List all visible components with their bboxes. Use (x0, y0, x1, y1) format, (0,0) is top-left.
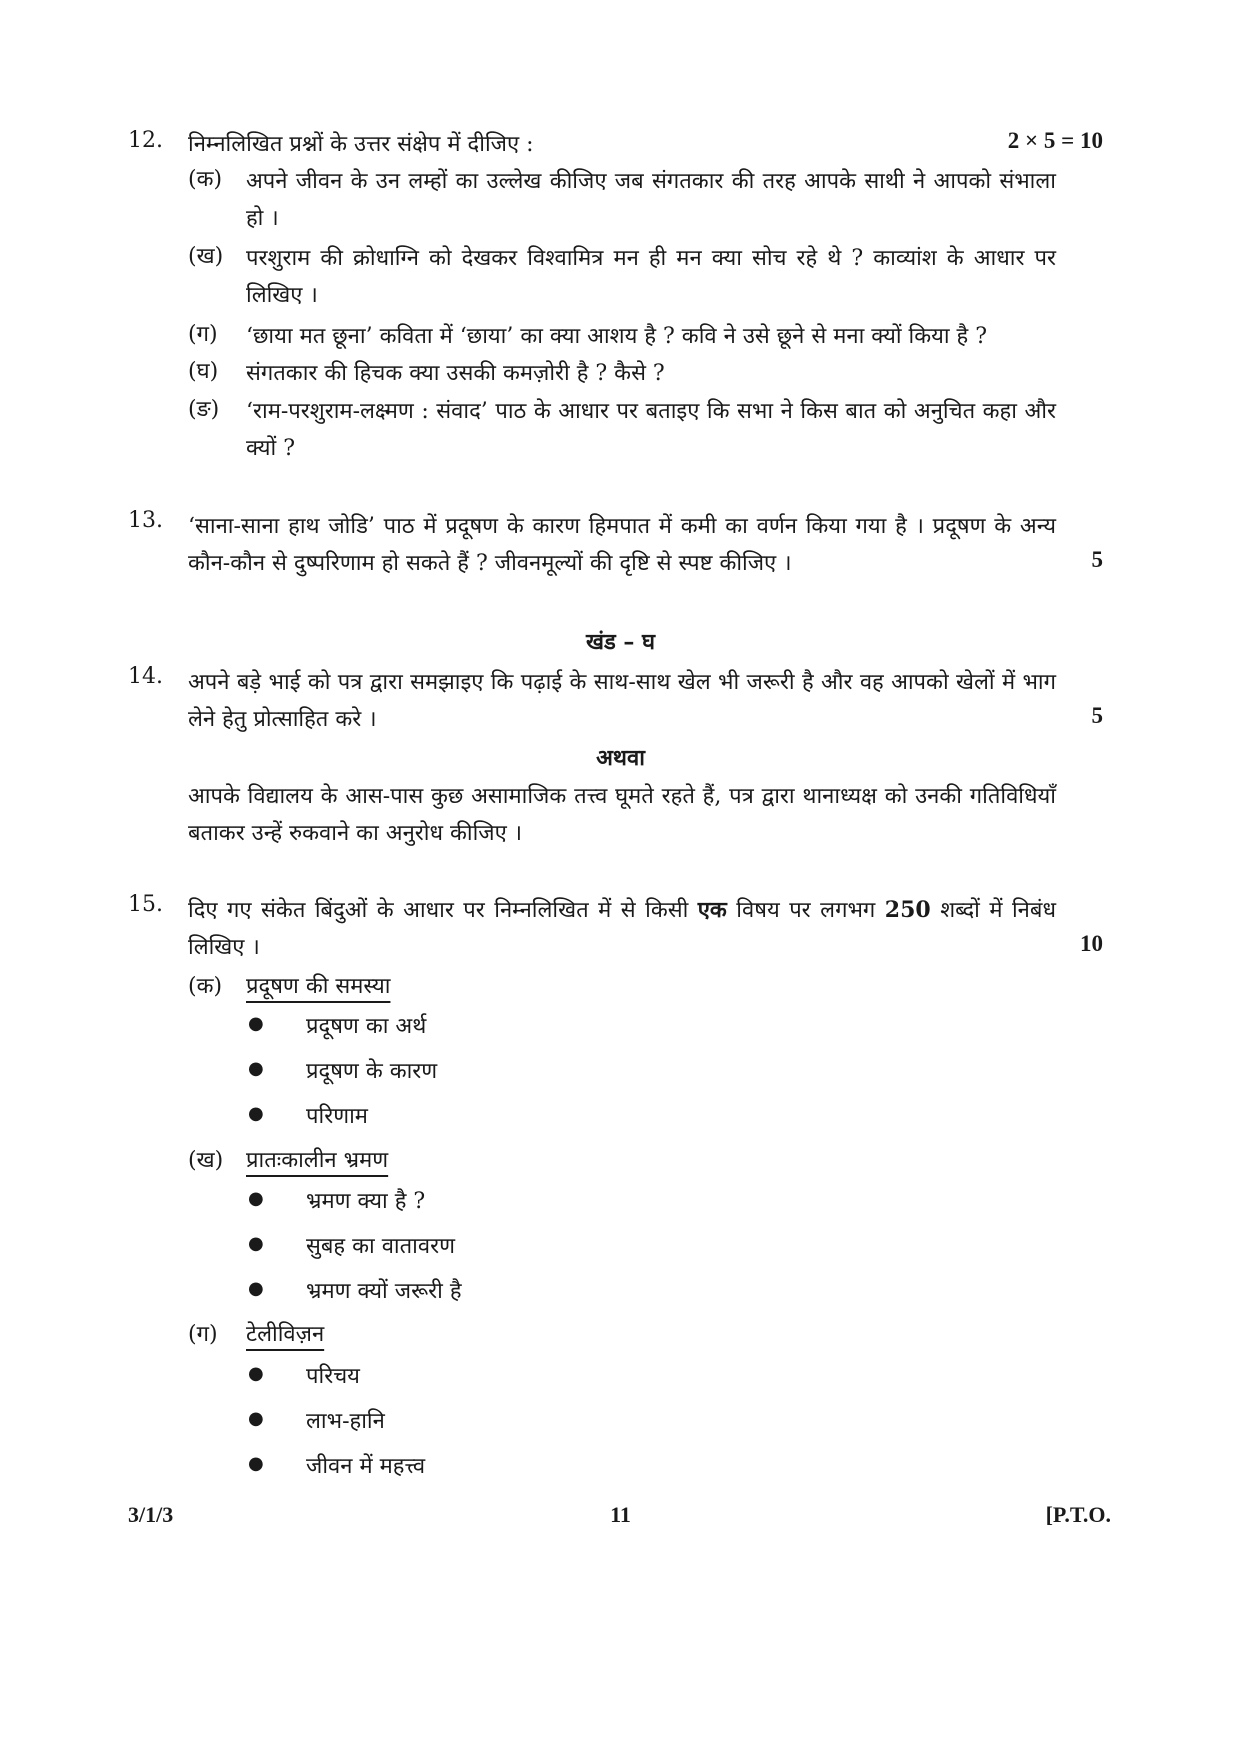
topic-point: जीवन में महत्त्व (306, 1454, 426, 1479)
bullet-dot: ● (248, 1103, 264, 1124)
sub-question-label: (ङ) (188, 397, 220, 422)
question-text-part: दिए गए संकेत बिंदुओं के आधार पर निम्नलिखित में से किसी (188, 898, 698, 923)
topic-label: (क) (188, 974, 223, 999)
sub-question-text: संगतकार की हिचक क्या उसकी कमज़ोरी है ? कैसे ? (246, 361, 665, 386)
topic-title: प्रदूषण की समस्या (246, 974, 391, 999)
sub-question-label: (ख) (188, 244, 224, 269)
topic-title: प्रातःकालीन भ्रमण (246, 1148, 389, 1173)
bullet-dot: ● (248, 1278, 264, 1299)
sub-question-text: परशुराम की क्रोधाग्नि को देखकर विश्वामित्र मन ही मन क्या सोच रहे थे ? काव्यांश के आधार पर लिखिए । (246, 246, 1056, 308)
sub-question-text: ‘छाया मत छूना’ कविता में ‘छाया’ का क्या आशय है ? कवि ने उसे छूने से मना क्यों किया है ? (246, 324, 988, 349)
question-text: ‘साना-साना हाथ जोडि’ पाठ में प्रदूषण के कारण हिमपात में कमी का वर्णन किया गया है । प्रदूषण के अन्य कौन-कौन से दुष्परिणाम हो सकते हैं ? जीवनमूल्यों की दृष्टि से स्पष्ट कीजिए । (188, 514, 1056, 576)
emphasis-number: 250 (884, 897, 931, 923)
bullet-dot: ● (248, 1453, 264, 1474)
bullet-dot: ● (248, 1058, 264, 1079)
question-marks: 5 (1091, 547, 1103, 572)
topic-point: परिणाम (306, 1104, 368, 1129)
question-number: 14. (128, 664, 163, 689)
page-number: 11 (610, 1502, 631, 1527)
question-text: अपने बड़े भाई को पत्र द्वारा समझाइए कि पढ़ाई के साथ-साथ खेल भी जरूरी है और वह आपको खेलों में भाग लेने हेतु प्रोत्साहित करे । (188, 670, 1056, 732)
topic-point: परिचय (306, 1364, 360, 1389)
question-text (188, 892, 1056, 966)
bullet-dot: ● (248, 1188, 264, 1209)
sub-question-text: ‘राम-परशुराम-लक्ष्मण : संवाद’ पाठ के आधार पर बताइए कि सभा ने किस बात को अनुचित कहा और क्यों ? (246, 399, 1056, 461)
sub-question-text: अपने जीवन के उन लम्हों का उल्लेख कीजिए जब संगतकार की तरह आपके साथी ने आपको संभाला हो । (246, 169, 1056, 231)
topic-point: सुबह का वातावरण (306, 1234, 456, 1259)
question-number: 15. (128, 892, 163, 917)
bullet-dot: ● (248, 1363, 264, 1384)
topic-point: प्रदूषण का अर्थ (306, 1014, 427, 1039)
topic-label: (ख) (188, 1148, 224, 1173)
topic-title: टेलीविज़न (246, 1322, 325, 1347)
or-label: अथवा (596, 745, 645, 771)
alternative-question-text: आपके विद्यालय के आस-पास कुछ असामाजिक तत्त्व घूमते रहते हैं, पत्र द्वारा थानाध्यक्ष को उनकी गतिविधियाँ बताकर उन्हें रुकवाने का अनुरोध कीजिए । (188, 784, 1056, 846)
bullet-dot: ● (248, 1408, 264, 1429)
section-title: खंड – घ (585, 629, 656, 655)
question-marks: 10 (1080, 931, 1103, 956)
question-number: 12. (128, 128, 163, 153)
sub-question-label: (घ) (188, 359, 219, 384)
question-marks: 2 × 5 = 10 (1007, 128, 1103, 153)
question-text-part: विषय पर लगभग (726, 898, 885, 923)
sub-question-label: (क) (188, 167, 223, 192)
question-text-part: शब्दों में निबंध लिखिए । (188, 898, 1056, 960)
topic-point: प्रदूषण के कारण (306, 1059, 438, 1084)
topic-point: भ्रमण क्या है ? (306, 1189, 426, 1214)
pto-label: [P.T.O. (1045, 1502, 1111, 1527)
sub-question-label: (ग) (188, 322, 218, 347)
question-text: निम्नलिखित प्रश्नों के उत्तर संक्षेप में दीजिए : (188, 132, 534, 157)
topic-point: लाभ-हानि (306, 1409, 385, 1434)
bullet-dot: ● (248, 1233, 264, 1254)
topic-label: (ग) (188, 1322, 218, 1347)
emphasis-text: एक (697, 897, 727, 923)
paper-code: 3/1/3 (128, 1502, 174, 1527)
topic-point: भ्रमण क्यों जरूरी है (306, 1279, 462, 1304)
question-marks: 5 (1091, 703, 1103, 728)
bullet-dot: ● (248, 1013, 264, 1034)
question-number: 13. (128, 508, 163, 533)
